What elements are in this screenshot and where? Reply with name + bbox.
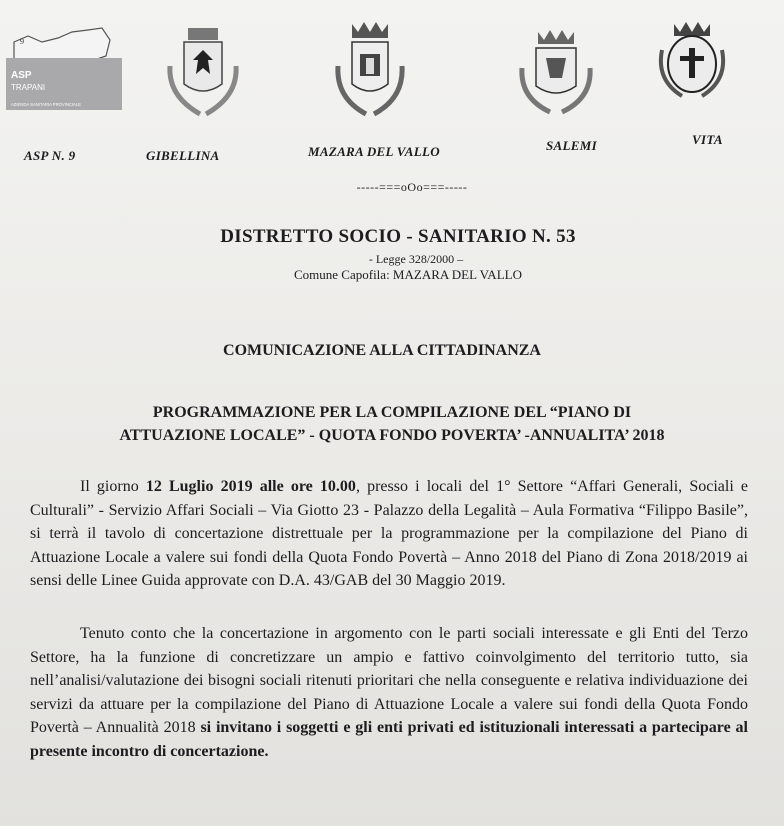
salemi-crest-icon — [516, 28, 596, 116]
capofila-line: Comune Capofila: MAZARA DEL VALLO — [294, 267, 522, 282]
district-title: DISTRETTO SOCIO - SANITARIO N. 53 — [220, 226, 576, 247]
invitation-text: si invitano i soggetti e gli enti privati ed istituzionali interessati a partecipare al presente incontro di concertazione. — [30, 719, 749, 760]
asp-logo-text-1: ASP — [11, 70, 32, 81]
asp-logo — [6, 26, 124, 114]
programming-title-line-2: ATTUAZIONE LOCALE” - QUOTA FONDO POVERTA’ -ANNUALITA’ 2018 — [119, 427, 665, 444]
gibellina-logo — [160, 26, 246, 122]
meeting-date: 12 Luglio 2019 alle ore 10.00 — [145, 478, 356, 495]
logo-label-gibellina: GIBELLINA — [146, 148, 220, 163]
salemi-logo — [516, 28, 596, 116]
asp-logo-text-2: TRAPANI — [11, 83, 46, 92]
asp-logo-text-3: AZIENDA SANITARIA PROVINCIALE — [11, 102, 81, 107]
gibellina-crest-icon — [160, 26, 246, 122]
law-reference: - Legge 328/2000 – — [368, 252, 464, 266]
paragraph-1 — [30, 475, 748, 593]
logo-label-mazara: MAZARA DEL VALLO — [308, 144, 440, 159]
mazara-logo — [330, 20, 410, 120]
vita-logo — [652, 20, 732, 102]
paragraph-1-start: Il giorno — [80, 478, 146, 495]
mazara-del-vallo-crest-icon — [330, 20, 410, 120]
separator: -----===oOo===----- — [356, 180, 468, 194]
communication-title: COMUNICAZIONE ALLA CITTADINANZA — [223, 342, 541, 359]
paragraph-2-start: Tenuto conto che la concertazione in argomento con le parti sociali interessate e gli Enti del Terzo Settore, ha la funzione di concretizzare un ampio e fattivo coinvolgimento del territorio tutto, sia nell’analisi/valutazione dei bisogni sociali ritenuti prioritari che nella conseguente e relativa individuazione dei servizi da attuare per la compilazione del Piano di Attuazione Locale a valere sui fondi della Quota Fondo Povertà – Annualità 2018 — [30, 625, 748, 737]
paragraph-1-rest: , presso i locali del 1° Settore “Affari Generali, Sociali e Culturali” - Servizio Affari Sociali – Via Giotto 23 - Palazzo della Legalità – Aula Formativa “Filippo Basile”, si terrà il tavolo di concertazione distrettuale per la programmazione per la compilazione del Piano di Attuazione Locale a valere sui fondi della Quota Fondo Povertà – Anno 2018 del Piano di Zona 2018/2019 ai sensi delle Linee Guida approvate con D.A. 43/GAB del 30 Maggio 2019. — [30, 478, 749, 590]
map-number: 9 — [20, 37, 24, 46]
asp-sicily-map-logo — [6, 26, 124, 114]
logo-label-asp: ASP N. 9 — [24, 148, 76, 163]
paragraph-2 — [30, 622, 748, 764]
logo-label-vita: VITA — [692, 132, 723, 147]
programming-title-line-1: PROGRAMMAZIONE PER LA COMPILAZIONE DEL “PIANO DI — [152, 404, 632, 421]
programming-title — [0, 401, 784, 447]
logo-label-salemi: SALEMI — [546, 138, 597, 153]
vita-crest-icon — [652, 20, 732, 102]
